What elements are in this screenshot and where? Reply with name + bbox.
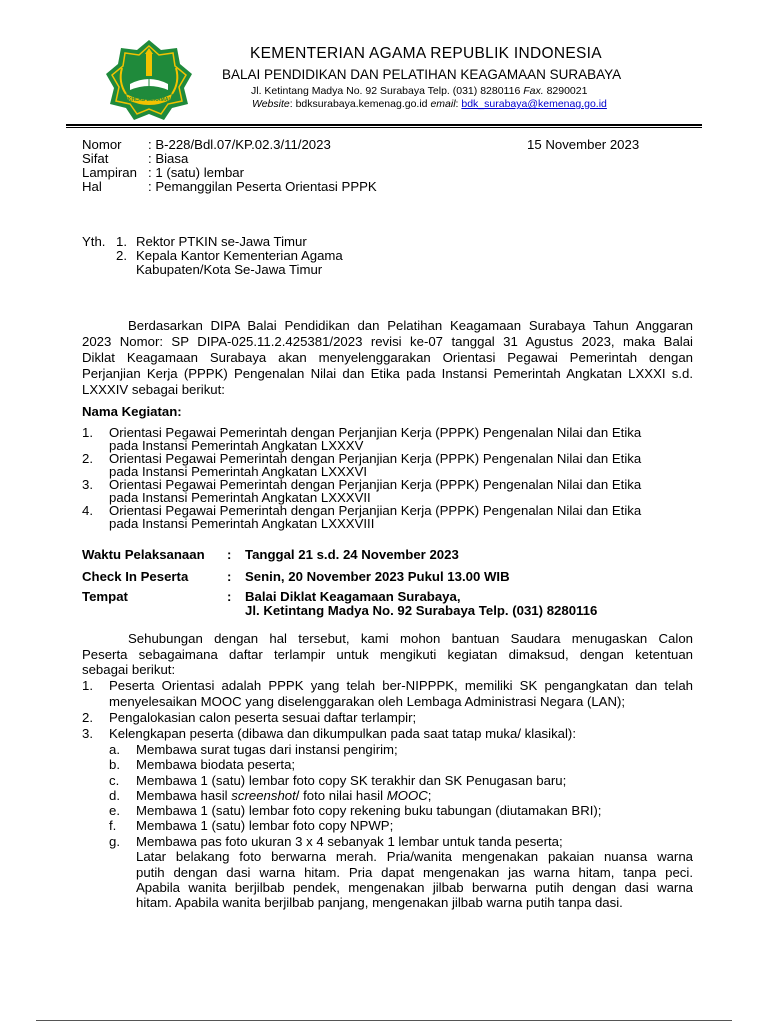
kegiatan-2-line-2: pada Instansi Pemerintah Angkatan LXXXVI — [109, 464, 368, 479]
email-label: email — [430, 98, 456, 110]
item-c-text: Membawa 1 (satu) lembar foto copy SK terakhir dan SK Penugasan baru; — [136, 773, 567, 788]
intro-line-2: 2023 Nomor: SP DIPA-025.11.2.425381/2023 revisi ke-07 tanggal 31 Agustus 2023, maka Balai — [82, 334, 693, 349]
kegiatan-2-line-1: Orientasi Pegawai Pemerintah dengan Perjanjian Kerja (PPPK) Pengenalan Nilai dan Etika — [109, 451, 642, 466]
header-rule-thin — [66, 127, 702, 128]
item-f-letter: f. — [109, 818, 117, 833]
kegiatan-4-num: 4. — [82, 503, 93, 518]
website-label: Website — [252, 98, 290, 110]
item-d-screenshot: screenshot — [231, 788, 296, 803]
intro-line-4: Perjanjian Kerja (PPPK) Pengenalan Nilai dan Etika pada Instansi Pemerintah Angkatan LXXXI s.d. — [82, 366, 693, 381]
email-link[interactable]: bdk_surabaya@kemenag.go.id — [461, 98, 607, 110]
item-d-text — [136, 788, 431, 803]
ketentuan-3-num: 3. — [82, 726, 93, 741]
body2-line-3: sebagai berikut: — [82, 662, 176, 677]
item-a-text: Membawa surat tugas dari instansi pengirim; — [136, 742, 398, 757]
tempat-colon: : — [227, 589, 232, 604]
lampiran-label: Lampiran — [82, 165, 137, 180]
recipient-2-line-2: Kabupaten/Kota Se-Jawa Timur — [136, 262, 323, 277]
item-a-letter: a. — [109, 742, 120, 757]
body2-line-1: Sehubungan dengan hal tersebut, kami mohon bantuan Saudara menugaskan Calon — [128, 631, 693, 646]
office-contacts: Website: bdksurabaya.kemenag.go.id email: bdk_surabaya@kemenag.go.id — [252, 98, 607, 110]
ketentuan-1-num: 1. — [82, 678, 93, 693]
intro-line-1: Berdasarkan DIPA Balai Pendidikan dan Pelatihan Keagamaan Surabaya Tahun Anggaran — [128, 318, 693, 333]
waktu-value: Tanggal 21 s.d. 24 November 2023 — [245, 547, 459, 562]
yth-label: Yth. — [82, 234, 106, 249]
item-g-para-4: hitam. Apabila wanita berjilbab panjang, mengenakan jilbab warna putih tanpa dasi. — [136, 895, 623, 910]
fax-number: 8290021 — [546, 85, 588, 97]
kegiatan-1-num: 1. — [82, 425, 93, 440]
kegiatan-3-line-1: Orientasi Pegawai Pemerintah dengan Perjanjian Kerja (PPPK) Pengenalan Nilai dan Etika — [109, 477, 642, 492]
fax-label: Fax. — [523, 85, 544, 97]
ketentuan-1-line-1: Peserta Orientasi adalah PPPK yang telah ber-NIPPPK, memiliki SK pengangkatan dan telah — [109, 678, 693, 693]
item-e-letter: e. — [109, 803, 120, 818]
website-url[interactable]: : bdksurabaya.kemenag.go.id — [289, 98, 428, 110]
item-g-para-1: Latar belakang foto berwarna merah. Pria/wanita mengenakan pakaian nuansa warna — [136, 849, 693, 864]
item-c-letter: c. — [109, 773, 120, 788]
kegiatan-3-line-2: pada Instansi Pemerintah Angkatan LXXXVII — [109, 490, 371, 505]
checkin-colon: : — [227, 569, 232, 584]
recipient-2-num: 2. — [116, 248, 127, 263]
item-d-mooc: MOOC — [386, 788, 428, 803]
item-g-text: Membawa pas foto ukuran 3 x 4 sebanyak 1 lembar untuk tanda peserta; — [136, 834, 563, 849]
ministry-logo — [104, 38, 194, 122]
hal-label: Hal — [82, 179, 102, 194]
intro-line-5: LXXXIV sebagai berikut: — [82, 382, 225, 397]
waktu-label: Waktu Pelaksanaan — [82, 547, 205, 562]
logo-motto: IKHLAS BERAMAL — [126, 97, 172, 103]
recipient-1: Rektor PTKIN se-Jawa Timur — [136, 234, 307, 249]
kegiatan-3-num: 3. — [82, 477, 93, 492]
tempat-line-2: Jl. Ketintang Madya No. 92 Surabaya Telp. (031) 8280116 — [245, 603, 598, 618]
nomor-value: : B-228/Bdl.07/KP.02.3/11/2023 — [148, 137, 331, 152]
hal-value: : Pemanggilan Peserta Orientasi PPPK — [148, 179, 377, 194]
kegiatan-2-num: 2. — [82, 451, 93, 466]
recipient-2-line-1: Kepala Kantor Kementerian Agama — [136, 248, 343, 263]
item-e-text: Membawa 1 (satu) lembar foto copy rekening buku tabungan (diutamakan BRI); — [136, 803, 602, 818]
checkin-label: Check In Peserta — [82, 569, 189, 584]
sifat-label: Sifat — [82, 151, 109, 166]
item-g-para-2: putih dengan dasi warna hitam. Pria dapat mengenakan jas warna hitam, tanpa peci. — [136, 865, 693, 880]
item-d-part-5: ; — [427, 788, 432, 803]
nomor-label: Nomor — [82, 137, 122, 152]
letter-date: 15 November 2023 — [527, 137, 640, 152]
tempat-line-1: Balai Diklat Keagamaan Surabaya, — [245, 589, 461, 604]
ketentuan-2: Pengalokasian calon peserta sesuai daftar terlampir; — [109, 710, 417, 725]
kegiatan-1-line-1: Orientasi Pegawai Pemerintah dengan Perjanjian Kerja (PPPK) Pengenalan Nilai dan Etika — [109, 425, 642, 440]
item-f-text: Membawa 1 (satu) lembar foto copy NPWP; — [136, 818, 394, 833]
item-d-part-1: Membawa hasil — [136, 788, 232, 803]
ketentuan-2-num: 2. — [82, 710, 93, 725]
sifat-value: : Biasa — [148, 151, 189, 166]
item-b-letter: b. — [109, 757, 120, 772]
ministry-name: KEMENTERIAN AGAMA REPUBLIK INDONESIA — [250, 45, 602, 62]
kegiatan-4-line-2: pada Instansi Pemerintah Angkatan LXXXVIII — [109, 516, 375, 531]
checkin-value: Senin, 20 November 2023 Pukul 13.00 WIB — [245, 569, 510, 584]
waktu-colon: : — [227, 547, 232, 562]
body2-line-2: Peserta sebagaimana daftar terlampir untuk mengikuti kegiatan dimaksud, dengan ketentuan — [82, 647, 693, 662]
item-b-text: Membawa biodata peserta; — [136, 757, 296, 772]
item-g-letter: g. — [109, 834, 120, 849]
item-d-letter: d. — [109, 788, 120, 803]
ketentuan-1-line-2: menyelesaikan MOOC yang diselenggarakan oleh Lembaga Administrasi Negara (LAN); — [109, 694, 626, 709]
kegiatan-heading: Nama Kegiatan: — [82, 404, 182, 419]
recipient-1-num: 1. — [116, 234, 127, 249]
office-address — [251, 85, 587, 97]
office-name: BALAI PENDIDIKAN DAN PELATIHAN KEAGAMAAN SURABAYA — [222, 67, 622, 82]
kegiatan-1-line-2: pada Instansi Pemerintah Angkatan LXXXV — [109, 438, 364, 453]
address-text: Jl. Ketintang Madya No. 92 Surabaya Telp. (031) 8280116 — [251, 85, 521, 97]
kegiatan-4-line-1: Orientasi Pegawai Pemerintah dengan Perjanjian Kerja (PPPK) Pengenalan Nilai dan Etika — [109, 503, 642, 518]
page-bottom-rule — [36, 1020, 732, 1021]
lampiran-value: : 1 (satu) lembar — [148, 165, 245, 180]
header-rule-thick — [66, 124, 702, 126]
ketentuan-3: Kelengkapan peserta (dibawa dan dikumpulkan pada saat tatap muka/ klasikal): — [109, 726, 576, 741]
intro-line-3: Diklat Keagamaan Surabaya akan menyelenggarakan Orientasi Pegawai Pemerintah dengan — [82, 350, 693, 365]
item-g-para-3: Apabila wanita berjilbab pendek, mengenakan jilbab berwarna putih dengan dasi warna — [136, 880, 693, 895]
tempat-label: Tempat — [82, 589, 128, 604]
item-d-part-3: / foto nilai hasil — [295, 788, 387, 803]
